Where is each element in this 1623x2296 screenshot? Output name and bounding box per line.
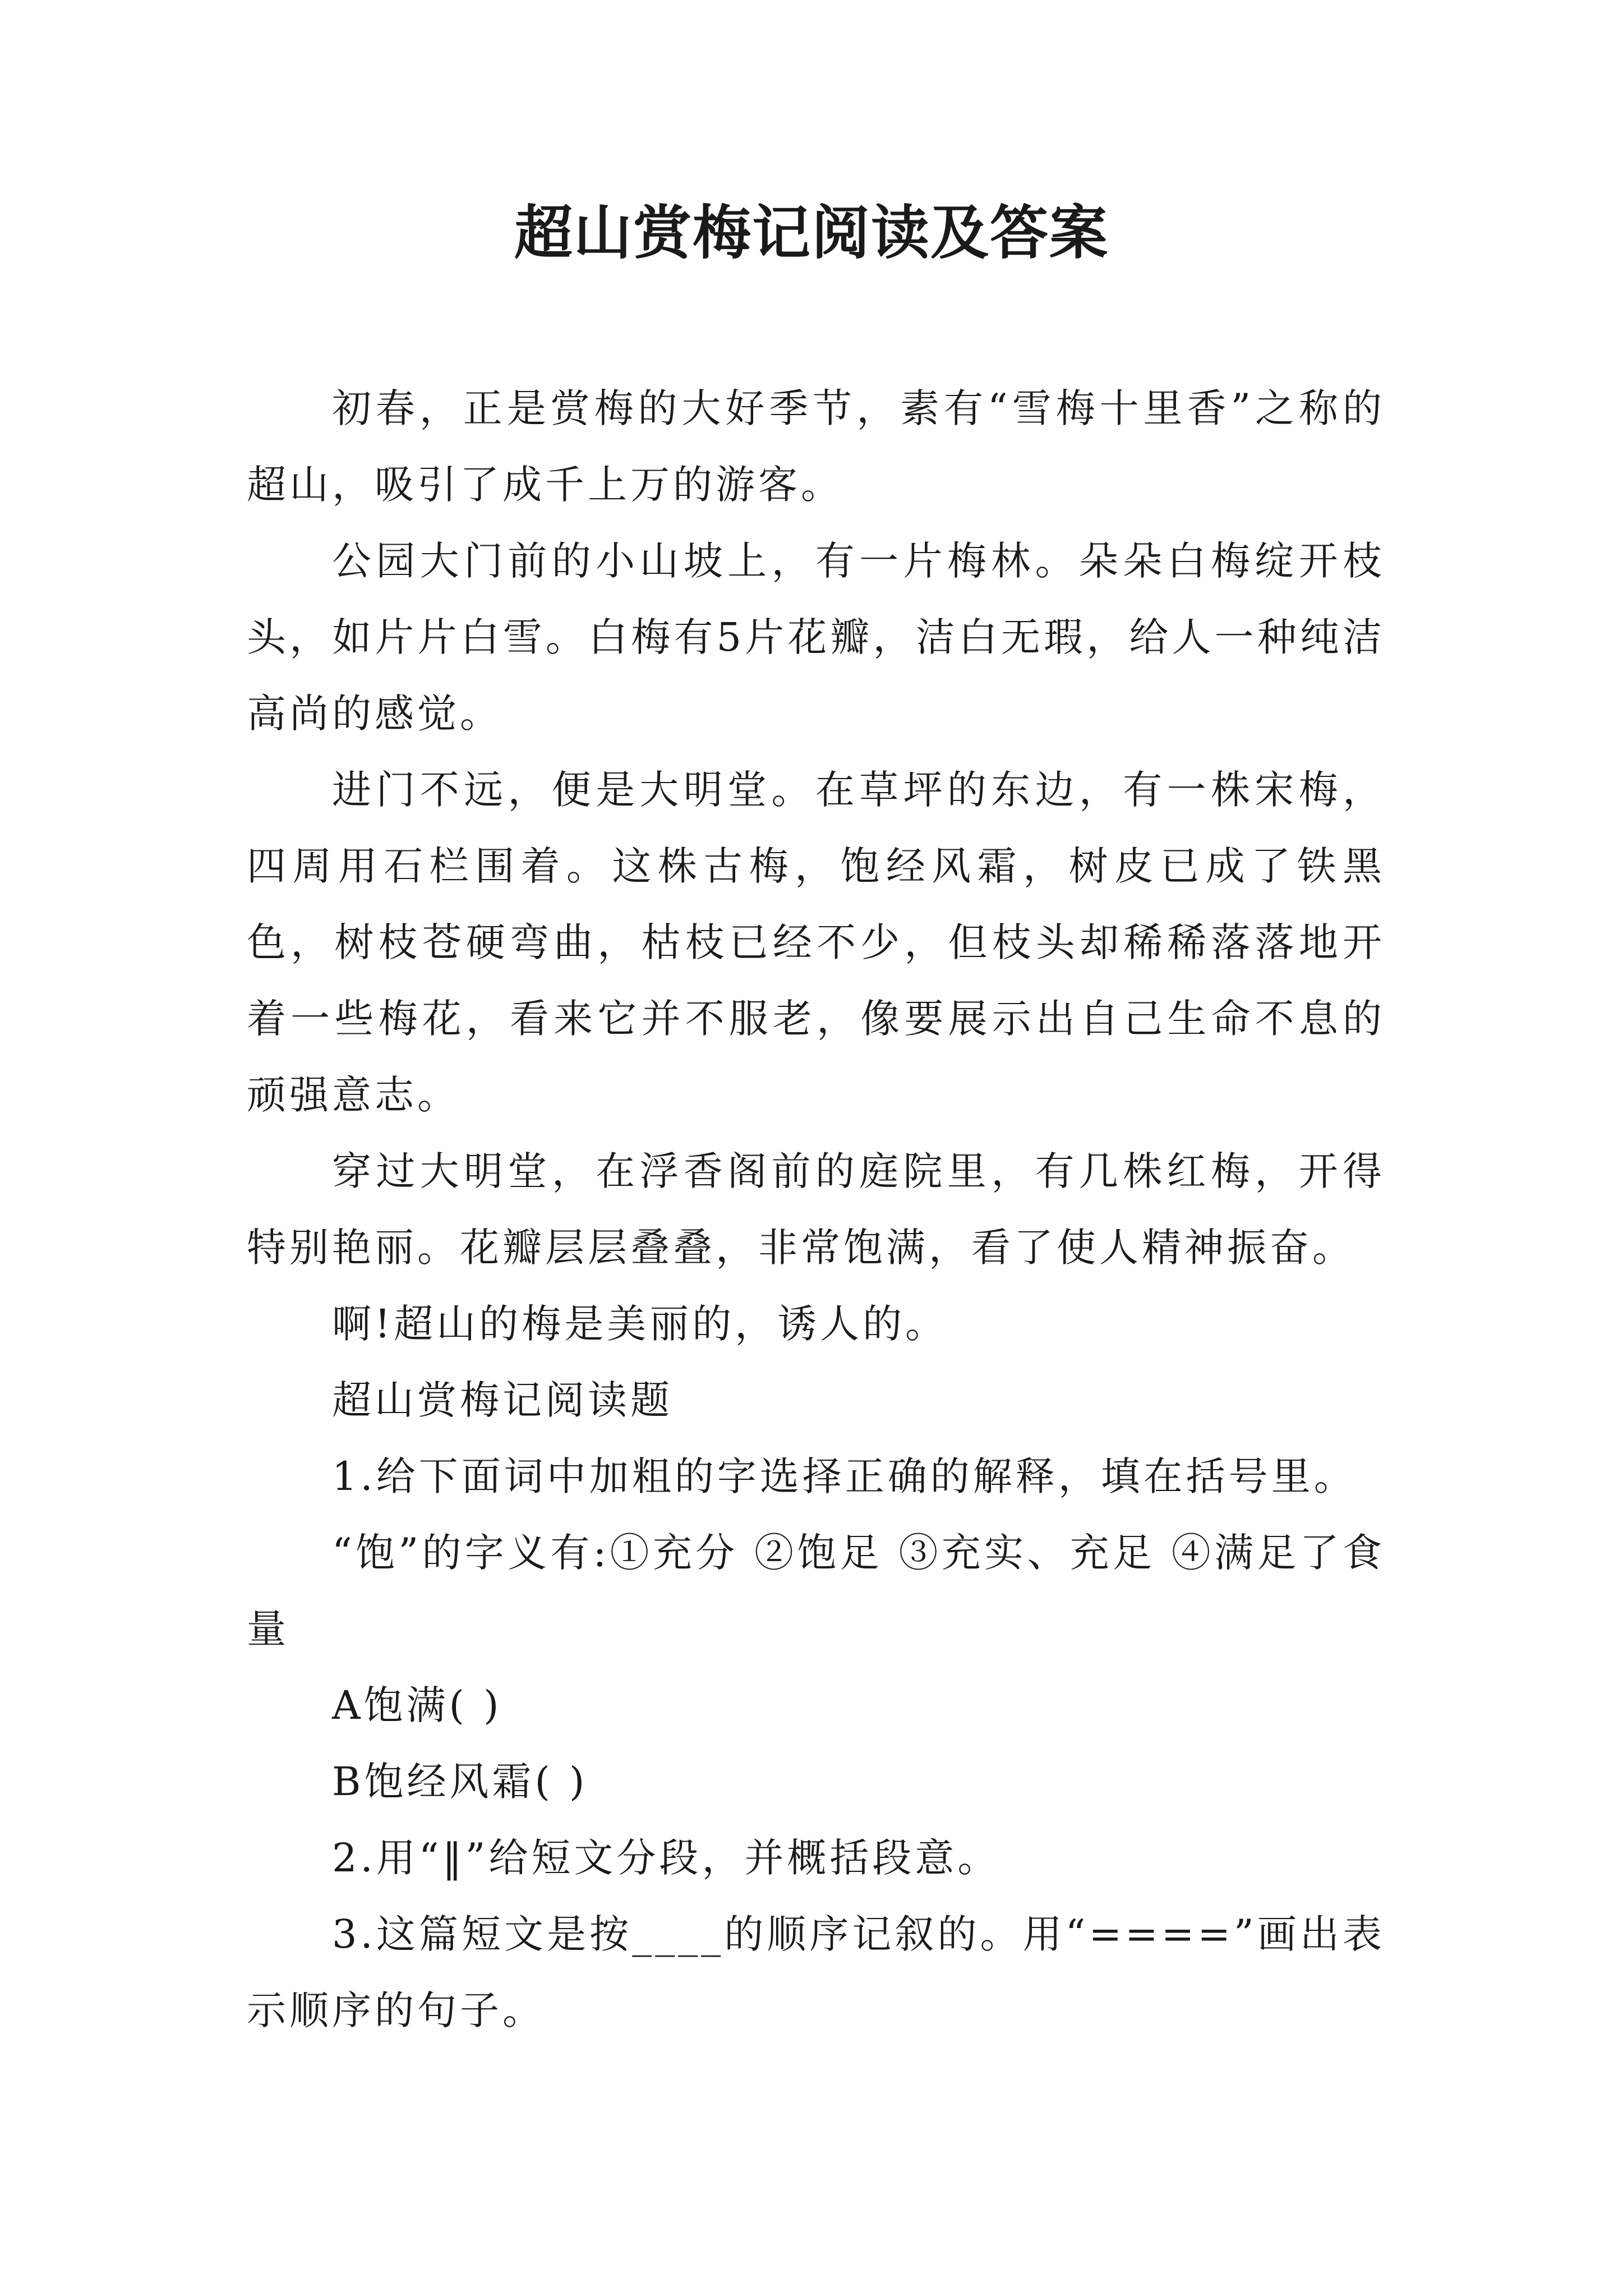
question-2: 2.用“‖”给短文分段，并概括段意。: [332, 1835, 1000, 1881]
question-3: 3.这篇短文是按____的顺序记叙的。用“====”画出表示顺序的句子。: [247, 1911, 1385, 2033]
question-1-a: A饱满( ): [332, 1682, 502, 1728]
paragraph-intro: 初春，正是赏梅的大好季节，素有“雪梅十里香”之称的超山，吸引了成千上万的游客。: [247, 385, 1385, 508]
questions-heading: 超山赏梅记阅读题: [332, 1377, 673, 1423]
paragraph-white-plum: 公园大门前的小山坡上，有一片梅林。朵朵白梅绽开枝头，如片片白雪。白梅有5片花瓣，洁白无瑕，给人一种纯洁高尚的感觉。: [247, 538, 1385, 737]
paragraph-song-plum: 进门不远，便是大明堂。在草坪的东边，有一株宋梅，四周用石栏围着。这株古梅，饱经风霜，树皮已成了铁黑色，树枝苍硬弯曲，枯枝已经不少，但枝头却稀稀落落地开着一些梅花，看来它并不服老，像要展示出自己生命不息的顽强意志。: [247, 767, 1385, 1118]
paragraph-conclusion: 啊!超山的梅是美丽的，诱人的。: [332, 1301, 948, 1347]
question-1: 1.给下面词中加粗的字选择正确的解释，填在括号里。: [332, 1453, 1357, 1499]
question-1-b: B饱经风霜( ): [332, 1759, 588, 1805]
document-body: [247, 370, 1385, 2049]
question-1-meanings: “饱”的字义有:①充分 ②饱足 ③充实、充足 ④满足了食量: [247, 1530, 1385, 1652]
paragraph-red-plum: 穿过大明堂，在浮香阁前的庭院里，有几株红梅，开得特别艳丽。花瓣层层叠叠，非常饱满，看了使人精神振奋。: [247, 1148, 1385, 1271]
document-title: 超山赏梅记阅读及答案: [514, 198, 1109, 267]
